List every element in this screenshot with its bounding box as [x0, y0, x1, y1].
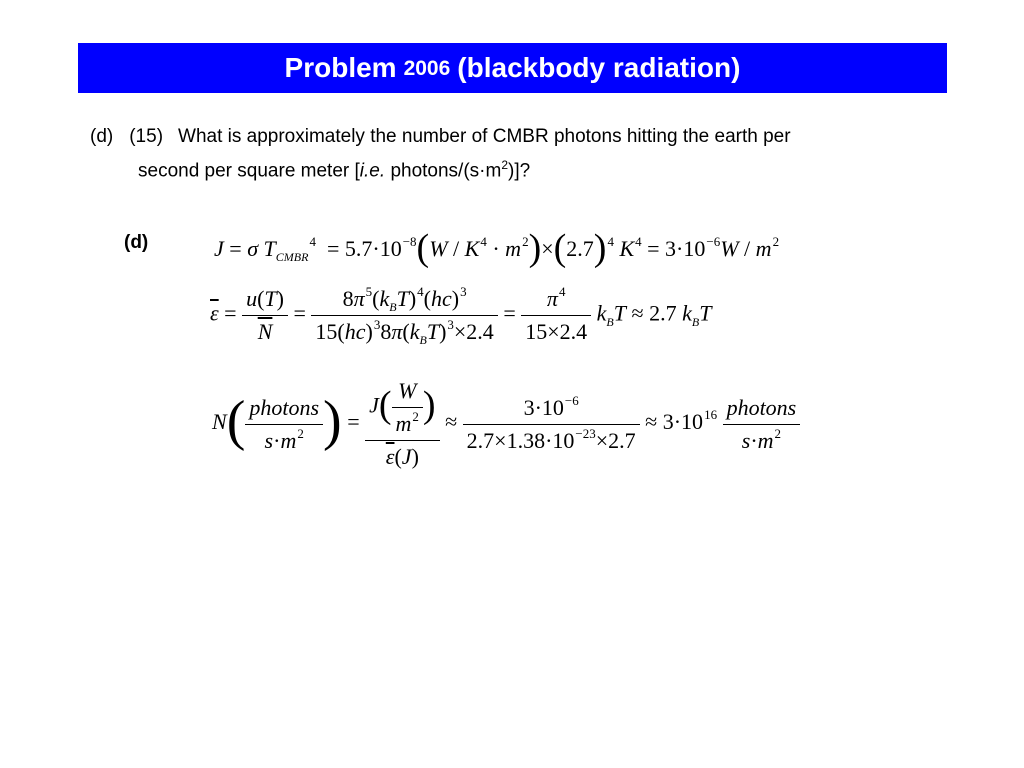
- equation-photon-flux: N( $\frac{\text{photons}}{s\cdot m^2}$ ) = J( $\frac{W}{m^2}$ ) $\overline{\varepsilon}(J)$ ≈ $\frac{3\cdot 10^{-6}}{2.7\times 1.38\cdot 10^{-23}\times 2.7}$ ≈ $3\cdot 10^{16}$ $\frac{\text{photons}}{s\cdot m^2}$: [212, 378, 800, 470]
- question-text: [90, 123, 970, 185]
- question-line1: What is approximately the number of CMBR photons hitting the earth per: [178, 126, 791, 147]
- equation-mean-energy: $\overline{\varepsilon}$ = $\frac{u(T)}{N}$ = $\frac{8\pi^5(k_BT)^4(hc)^3}{15(hc)^38\pi(k_BT)^3\times 2.4}$ = $\frac{\pi^4}{15\times 2.4}$ $k_BT \approx 2.7$ $k_BT$: [210, 284, 712, 347]
- question-points: (15): [129, 126, 164, 147]
- question-label: (d): [90, 126, 114, 147]
- equation-flux: J = σ $T_{CMBR}^4 = 5.7\cdot 10^{-8}(W / K^4 \cdot m^2)\times(2.7)^4$ $K^4 = 3\cdot 10^{-6}W / m^2$: [214, 227, 780, 269]
- answer-label: (d): [124, 232, 149, 253]
- title-part1: Problem: [284, 52, 397, 83]
- title-part2: (blackbody radiation): [457, 52, 741, 83]
- question-line2: second per square meter [i.e. photons/$(s\cdot m^2)$]?: [138, 158, 531, 182]
- title-year: 2006: [403, 57, 451, 80]
- title-bar: [78, 43, 947, 93]
